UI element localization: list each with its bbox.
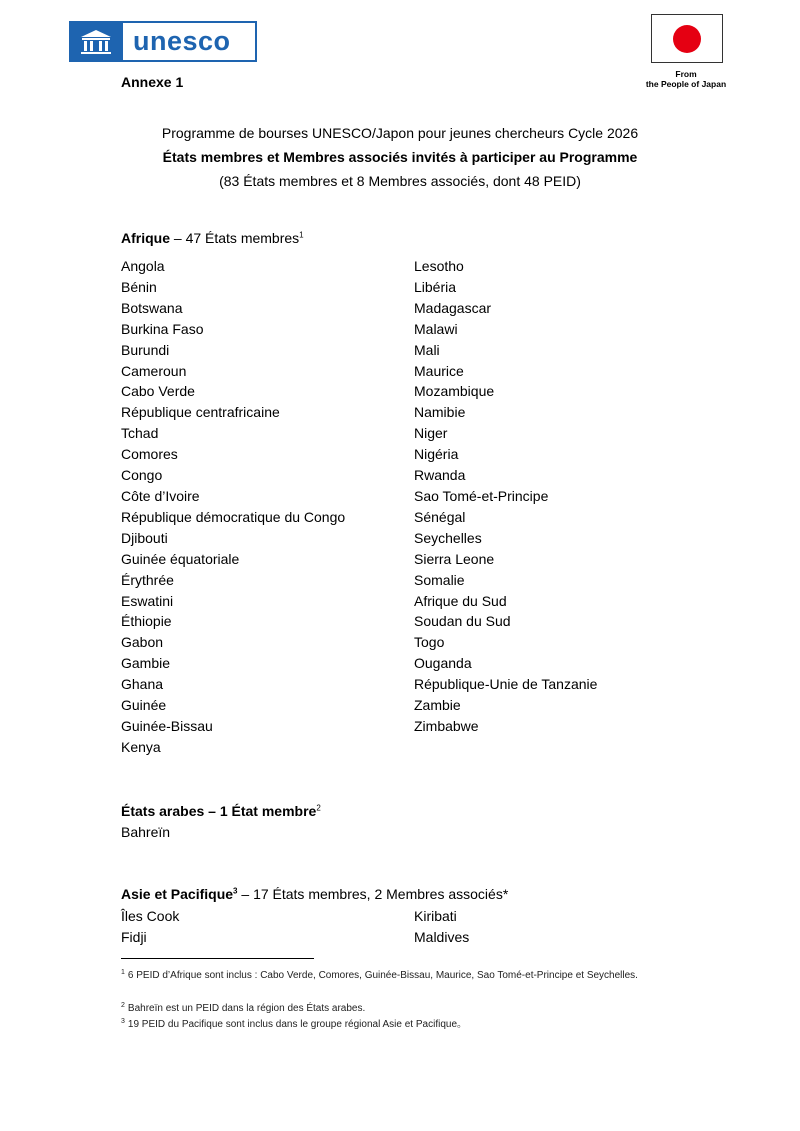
country-item: Gambie: [121, 655, 171, 672]
country-item: Bénin: [121, 278, 157, 295]
country-item: Cameroun: [121, 362, 187, 379]
country-item: Sénégal: [414, 508, 466, 525]
country-item: Guinée: [121, 697, 167, 714]
country-item: Ouganda: [414, 655, 472, 672]
section-afrique-heading: Afrique – 47 États membres$^1$: [121, 230, 304, 246]
country-item: Seychelles: [414, 529, 482, 546]
title-line-1: Programme de bourses UNESCO/Japon pour jeunes chercheurs Cycle 2026: [161, 125, 639, 141]
footnote-1: $^1$ 6 PEID d’Afrique sont inclus : Cabo Verde, Comores, Guinée-Bissau, Maurice, Sao Tomé-et-Principe et Seychelles.: [121, 968, 638, 981]
asie-column-1: [121, 906, 179, 948]
japan-caption: From the People of Japan: [645, 69, 727, 89]
unesco-logo: [69, 21, 257, 62]
country-item: Togo: [414, 634, 445, 651]
title-line-3: (83 États membres et 8 Membres associés, dont 48 PEID): [219, 173, 581, 189]
footnote-2: $^2$ Bahreïn est un PEID dans la région des États arabes.: [121, 1001, 366, 1014]
country-item: Lesotho: [414, 258, 464, 274]
asie-column-2: [414, 906, 469, 948]
country-item: Eswatini: [121, 592, 174, 609]
footnote-rule: [121, 958, 314, 959]
country-item: Afrique du Sud: [414, 592, 507, 609]
temple-icon: [69, 21, 123, 62]
country-item: Érythrée: [121, 571, 174, 588]
country-item: Nigéria: [414, 446, 459, 463]
unesco-wordmark: unesco: [123, 21, 257, 62]
country-item: Namibie: [414, 404, 466, 421]
country-item: Côte d’Ivoire: [121, 487, 200, 504]
country-item: République-Unie de Tanzanie: [414, 676, 598, 693]
country-item: Gabon: [121, 634, 164, 651]
afrique-column-1: [121, 256, 345, 758]
country-item: Maurice: [414, 362, 464, 379]
country-item: Libéria: [414, 278, 457, 295]
country-item: Kenya: [121, 738, 161, 755]
japan-flag-icon: [651, 14, 723, 63]
country-item: Zimbabwe: [414, 717, 479, 734]
country-item: Sierra Leone: [414, 550, 495, 567]
country-item: Angola: [121, 258, 165, 274]
country-item: Malawi: [414, 320, 458, 337]
country-item: Somalie: [414, 571, 465, 588]
country-item: Cabo Verde: [121, 383, 195, 400]
country-item: Maldives: [414, 928, 470, 945]
country-item: République centrafricaine: [121, 404, 280, 421]
country-item: Mali: [414, 341, 440, 358]
country-item: Djibouti: [121, 529, 168, 546]
country-item: Niger: [414, 425, 448, 442]
country-item: Botswana: [121, 299, 183, 316]
country-item: Zambie: [414, 697, 461, 714]
footnote-3: $^3$ 19 PEID du Pacifique sont inclus dans le groupe régional Asie et Pacifique。: [121, 1017, 468, 1030]
country-item: Ghana: [121, 676, 164, 693]
country-item: Éthiopie: [121, 613, 172, 630]
country-item: Madagascar: [414, 299, 492, 316]
country-item: Bahreïn: [121, 824, 171, 840]
country-item: Kiribati: [414, 908, 457, 924]
country-item: République démocratique du Congo: [121, 508, 346, 525]
country-item: Îles Cook: [121, 908, 180, 924]
country-item: Burundi: [121, 341, 170, 358]
country-item: Fidji: [121, 928, 147, 945]
country-item: Guinée-Bissau: [121, 717, 213, 734]
country-item: Comores: [121, 446, 178, 463]
country-item: Mozambique: [414, 383, 495, 400]
title-line-2: États membres et Membres associés invités à participer au Programme: [162, 149, 638, 165]
country-item: Tchad: [121, 425, 159, 442]
country-item: Congo: [121, 467, 163, 484]
arabes-column-1: [121, 822, 170, 843]
country-item: Soudan du Sud: [414, 613, 511, 630]
country-item: Burkina Faso: [121, 320, 204, 337]
section-asie-heading: Asie et Pacifique$^3$ – 17 États membres, 2 Membres associés*: [121, 886, 509, 902]
country-item: Rwanda: [414, 467, 466, 484]
annexe-label: Annexe 1: [121, 74, 184, 90]
country-item: Guinée équatoriale: [121, 550, 240, 567]
afrique-column-2: [414, 256, 597, 737]
section-arabes-heading: États arabes – 1 État membre$^2$: [121, 803, 321, 819]
rising-sun-icon: [673, 25, 701, 53]
country-item: Sao Tomé-et-Principe: [414, 487, 549, 504]
